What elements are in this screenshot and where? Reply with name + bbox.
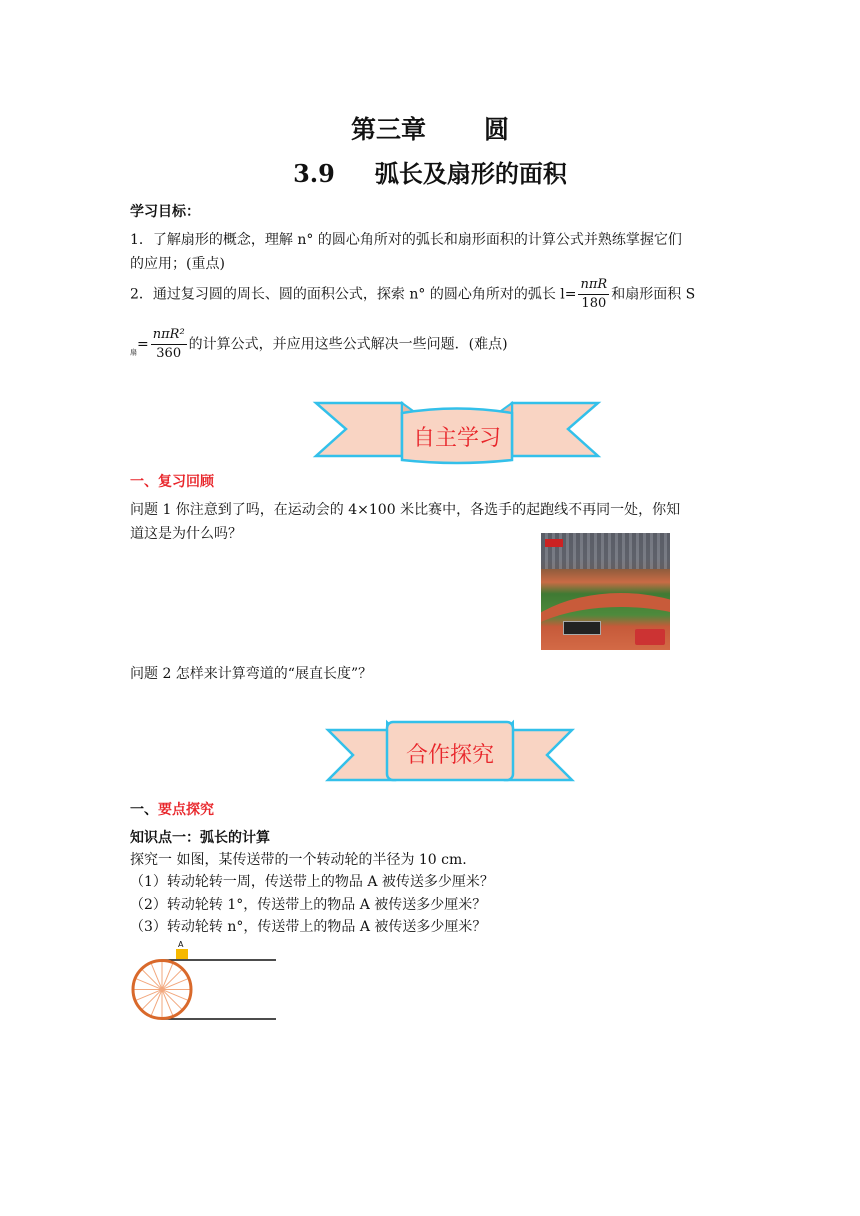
explore-heading-text: 要点探究 [158,802,214,818]
arc-length-denominator: 180 [581,296,607,311]
sector-area-denominator: 360 [156,346,182,361]
cooperative-explore-banner [325,718,575,786]
explore-question-3: （3）转动轮转 n°，传送带上的物品 A 被传送多少厘米？ [130,919,487,935]
wheel-diagram [128,938,280,1030]
banner-label: 自主学习 [412,426,501,451]
equals-sign: = [137,336,149,353]
banner-label: 合作探究 [405,743,494,768]
object-a-block [176,949,188,959]
review-question-1-line-2: 道这是为什么吗？ [130,526,242,542]
chapter-prefix: 第三章 [350,115,426,144]
objective-2-line-1 [130,276,695,313]
sector-area-fraction [151,326,187,363]
objective-2-lead: 2．通过复习圆的周长、圆的面积公式，探索 n° 的圆心角所对的弧长 l= [130,286,577,303]
explore-heading [130,798,214,822]
section-number: 3.9 [293,159,335,188]
objective-1-line-2: 的应用；(重点) [130,256,225,272]
objective-2-tail: 的计算公式，并应用这些公式解决一些问题．(难点) [188,336,508,353]
chapter-name: 圆 [484,115,510,144]
explore-heading-prefix: 一、 [130,802,158,818]
point-a-label: A [178,940,184,949]
objective-2-line-2 [130,326,508,365]
section-name: 弧长及扇形的面积 [374,159,567,188]
objective-2-mid: 和扇形面积 S [611,286,696,303]
arc-length-numerator: nπR [578,276,609,295]
arc-length-fraction [578,276,609,313]
explore-question-1: （1）转动轮转一周，传送带上的物品 A 被传送多少厘米？ [130,874,494,890]
review-question-2: 问题 2 怎样来计算弯道的“展直长度”？ [130,666,373,682]
sector-area-numerator: nπR² [151,326,187,345]
stadium-track-photo [541,533,670,650]
review-heading: 一、复习回顾 [130,474,214,490]
knowledge-point-1: 知识点一：弧长的计算 [130,830,270,846]
conveyor-wheel-figure [128,938,280,1030]
objectives-heading: 学习目标： [130,204,200,220]
explore-question-2: （2）转动轮转 1°，传送带上的物品 A 被传送多少厘米？ [130,897,487,913]
section-title [0,154,860,189]
objective-1-line-1: 1．了解扇形的概念，理解 n° 的圆心角所对的弧长和扇形面积的计算公式并熟练掌握它们 [130,232,682,248]
explore-task: 探究一 如图，某传送带的一个转动轮的半径为 10 cm. [130,852,467,868]
self-study-banner [312,400,602,466]
sector-subscript: 扇 [130,348,137,357]
chapter-title [0,110,860,146]
review-question-1-line-1: 问题 1 你注意到了吗，在运动会的 4×100 米比赛中，各选手的起跑线不再同一处，你知 [130,502,681,518]
